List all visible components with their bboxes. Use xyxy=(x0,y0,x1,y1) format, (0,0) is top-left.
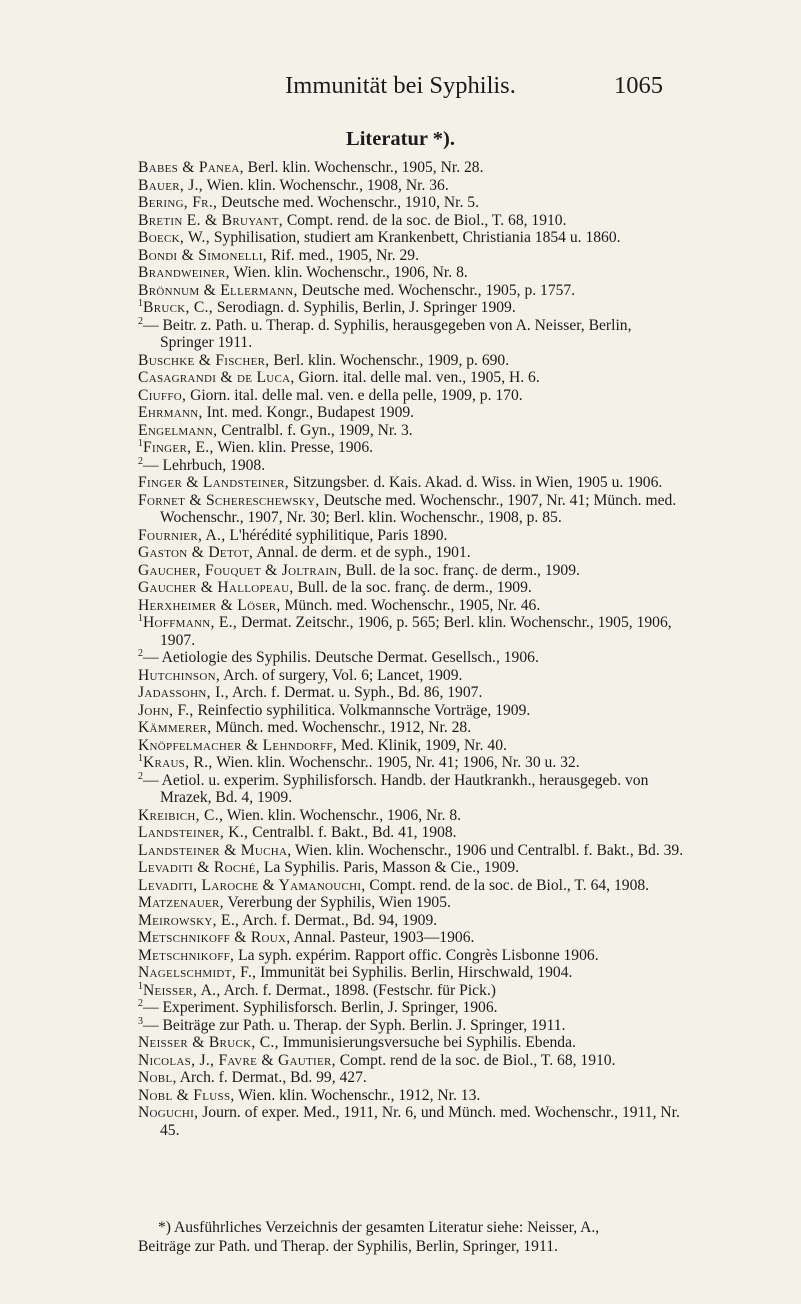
entry-author: Ehrmann, xyxy=(138,404,203,421)
bibliography-entry xyxy=(138,282,688,300)
bibliography-entry xyxy=(138,229,688,247)
entry-citation: Annal. Pasteur, 1903—1906. xyxy=(290,929,475,946)
entry-citation: Deutsche med. Wochenschr., 1905, p. 1757. xyxy=(297,281,576,299)
footnote-line: Beiträge zur Path. und Therap. der Syphilis, Berlin, Springer, 1911. xyxy=(138,1238,558,1255)
entry-reference-number: 2 xyxy=(138,770,143,782)
entry-author: Bering, Fr., xyxy=(138,194,218,211)
entry-citation: Deutsche med. Wochenschr., 1907, Nr. 41; Münch. med. Wochenschr., 1907, Nr. 30; Berl. klin. Wochenschr., 1908, p. 85. xyxy=(160,491,677,526)
bibliography-entry xyxy=(138,772,688,807)
entry-citation: Centralbl. f. Bakt., Bd. 41, 1908. xyxy=(248,824,457,841)
bibliography-entry xyxy=(138,439,688,457)
entry-citation: Bull. de la soc. franç. de derm., 1909. xyxy=(341,561,580,579)
entry-reference-number: 2 xyxy=(138,455,143,467)
bibliography-entry xyxy=(138,737,688,755)
entry-author: Landsteiner & Mucha, xyxy=(138,841,292,859)
entry-reference-number: 2 xyxy=(138,997,143,1009)
entry-reference-number: 1 xyxy=(138,980,143,992)
entry-citation: — Aetiol. u. experim. Syphilisforsch. Handb. der Hautkrankh., herausgegeb. von Mrazek, Bd. 4, 1909. xyxy=(143,771,649,806)
bibliography-entry xyxy=(138,544,688,562)
entry-reference-number: 1 xyxy=(138,612,143,624)
bibliography-entry xyxy=(138,947,688,965)
entry-citation: Berl. klin. Wochenschr., 1905, Nr. 28. xyxy=(243,159,484,176)
bibliography-entry xyxy=(138,1017,688,1035)
bibliography-entry xyxy=(138,247,688,265)
entry-citation: Bull. de la soc. franç. de derm., 1909. xyxy=(293,579,532,596)
entry-author: Jadassohn, I., xyxy=(138,684,229,701)
bibliography-entry xyxy=(138,1034,688,1052)
entry-citation: Annal. de derm. et de syph., 1901. xyxy=(253,544,471,561)
entry-author: Kreibich, C., xyxy=(138,806,224,824)
entry-citation: Wien. klin. Wochenschr., 1906, Nr. 8. xyxy=(229,264,468,281)
entry-author: Bretin E. & Bruyant, xyxy=(138,211,283,229)
entry-author: Bondi & Simonelli, xyxy=(138,246,267,264)
bibliography-entry xyxy=(138,667,688,685)
entry-citation: — Lehrbuch, 1908. xyxy=(143,456,266,474)
entry-author: Casagrandi & de Luca, xyxy=(138,369,295,386)
running-header xyxy=(0,72,801,106)
bibliography-entry xyxy=(138,1069,688,1087)
entry-citation: Med. Klinik, 1909, Nr. 40. xyxy=(337,736,507,754)
entry-citation: Centralbl. f. Gyn., 1909, Nr. 3. xyxy=(217,421,413,439)
bibliography-entry xyxy=(138,964,688,982)
entry-citation: Wien. klin. Wochenschr., 1906 und Centralbl. f. Bakt., Bd. 39. xyxy=(291,841,684,859)
bibliography-entry xyxy=(138,684,688,702)
bibliography-entry xyxy=(138,159,688,177)
entry-citation: Arch. of surgery, Vol. 6; Lancet, 1909. xyxy=(220,666,463,684)
entry-author: Fournier, A., xyxy=(138,526,226,544)
entry-author: Nobl, xyxy=(138,1069,177,1086)
entry-citation: Rif. med., 1905, Nr. 29. xyxy=(266,246,419,264)
entry-citation: — Beitr. z. Path. u. Therap. d. Syphilis, herausgegeben von A. Neisser, Berlin, Springer 1911. xyxy=(143,316,632,351)
bibliography-entry xyxy=(138,194,688,212)
entry-author: Brandweiner, xyxy=(138,264,230,281)
bibliography-entry xyxy=(138,457,688,475)
section-title: Literatur *). xyxy=(346,128,455,150)
bibliography-entry xyxy=(138,912,688,930)
entry-citation: Immunisierungsversuche bei Syphilis. Ebenda. xyxy=(278,1034,576,1051)
bibliography-entry xyxy=(138,824,688,842)
entry-author: Ciuffo, xyxy=(138,386,187,404)
entry-author: Hutchinson, xyxy=(138,666,221,684)
entry-author: Gaucher & Hallopeau, xyxy=(138,579,294,596)
bibliography-entry xyxy=(138,352,688,370)
entry-citation: — Aetiologie des Syphilis. Deutsche Dermat. Gesellsch., 1906. xyxy=(143,649,539,666)
entry-author: Finger & Landsteiner, xyxy=(138,474,289,491)
entry-citation: Arch. f. Dermat., Bd. 94, 1909. xyxy=(239,911,438,929)
entry-author: Nobl & Fluss, xyxy=(138,1086,235,1104)
bibliography-entry xyxy=(138,317,688,352)
bibliography-entry xyxy=(138,562,688,580)
bibliography-entry xyxy=(138,264,688,282)
bibliography-entry xyxy=(138,842,688,860)
entry-citation: Arch. f. Dermat. u. Syph., Bd. 86, 1907. xyxy=(228,684,483,701)
entry-citation: Compt. rend de la soc. de Biol., T. 68, 1910. xyxy=(335,1051,616,1069)
entry-author: Boeck, W., xyxy=(138,229,210,246)
entry-author: Babes & Panea, xyxy=(138,159,244,176)
entry-citation: Wien. klin. Wochenschr., 1908, Nr. 36. xyxy=(203,176,449,194)
bibliography-entry xyxy=(138,369,688,387)
entry-author: Metschnikoff & Roux, xyxy=(138,929,291,946)
entry-author: Neisser & Bruck, C., xyxy=(138,1034,279,1051)
entry-citation: Wien. klin. Presse, 1906. xyxy=(213,439,374,456)
entry-citation: L'hérédité syphilitique, Paris 1890. xyxy=(225,526,448,544)
entry-author: Gaston & Detot, xyxy=(138,544,254,561)
entry-citation: Wien. klin. Wochenschr.. 1905, Nr. 41; 1906, Nr. 30 u. 32. xyxy=(212,754,580,771)
bibliography-entry xyxy=(138,894,688,912)
entry-citation: La Syphilis. Paris, Masson & Cie., 1909. xyxy=(259,859,520,876)
entry-citation: Giorn. ital. delle mal. ven., 1905, H. 6. xyxy=(294,369,540,386)
entry-author: Neisser, A., xyxy=(143,981,221,999)
entry-reference-number: 1 xyxy=(138,297,143,309)
header-title: Immunität bei Syphilis. xyxy=(285,72,516,99)
page-number: 1065 xyxy=(614,72,663,99)
bibliography-entry xyxy=(138,422,688,440)
entry-reference-number: 1 xyxy=(138,752,143,764)
bibliography-entry xyxy=(138,579,688,597)
entry-author: Nicolas, J., Favre & Gautier, xyxy=(138,1051,336,1069)
bibliography-entry xyxy=(138,719,688,737)
entry-citation: Compt. rend. de la soc. de Biol., T. 64, 1908. xyxy=(365,876,650,894)
entry-author: Kraus, R., xyxy=(143,754,213,771)
bibliography-entry xyxy=(138,877,688,895)
bibliography-entry xyxy=(138,177,688,195)
entry-citation: Syphilisation, studiert am Krankenbett, Christiania 1854 u. 1860. xyxy=(209,229,621,246)
entry-reference-number: 1 xyxy=(138,437,143,449)
bibliography-entry xyxy=(138,1104,688,1139)
entry-citation: Wien. klin. Wochenschr., 1906, Nr. 8. xyxy=(223,806,462,824)
entry-author: Levaditi, Laroche & Yamanouchi, xyxy=(138,876,366,894)
bibliography-entry xyxy=(138,754,688,772)
entry-author: Metschnikoff, xyxy=(138,946,235,964)
entry-author: John, F., xyxy=(138,701,194,719)
entry-author: Herxheimer & Löser, xyxy=(138,596,281,614)
bibliography-entry xyxy=(138,1087,688,1105)
entry-citation: — Beiträge zur Path. u. Therap. der Syph. Berlin. J. Springer, 1911. xyxy=(143,1016,566,1034)
bibliography-entry xyxy=(138,702,688,720)
entry-citation: Deutsche med. Wochenschr., 1910, Nr. 5. xyxy=(217,194,479,211)
entry-author: Kämmerer, xyxy=(138,719,212,736)
entry-citation: Compt. rend. de la soc. de Biol., T. 68, 1910. xyxy=(282,211,567,229)
entry-author: Matzenauer, xyxy=(138,894,224,911)
entry-citation: La syph. expérim. Rapport offic. Congrès Lisbonne 1906. xyxy=(234,946,599,964)
entry-citation: Sitzungsber. d. Kais. Akad. d. Wiss. in Wien, 1905 u. 1906. xyxy=(288,474,663,491)
bibliography-entry xyxy=(138,212,688,230)
entry-citation: Münch. med. Wochenschr., 1905, Nr. 46. xyxy=(280,596,541,614)
entry-reference-number: 2 xyxy=(138,647,143,659)
bibliography-entry xyxy=(138,492,688,527)
entry-author: Engelmann, xyxy=(138,421,218,439)
entry-author: Finger, E., xyxy=(143,439,214,456)
entry-author: Hoffmann, E., xyxy=(143,614,238,631)
bibliography-list xyxy=(138,159,688,1139)
entry-author: Levaditi & Roché, xyxy=(138,859,260,876)
footnote-line: *) Ausführliches Verzeichnis der gesamten Literatur siehe: Neisser, A., xyxy=(158,1219,600,1236)
bibliography-entry xyxy=(138,807,688,825)
entry-author: Brönnum & Ellermann, xyxy=(138,281,298,299)
bibliography-entry xyxy=(138,859,688,877)
entry-author: Landsteiner, K., xyxy=(138,824,249,841)
entry-citation: Serodiagn. d. Syphilis, Berlin, J. Springer 1909. xyxy=(212,299,516,316)
entry-citation: Arch. f. Dermat., Bd. 99, 427. xyxy=(176,1069,367,1086)
bibliography-entry xyxy=(138,614,688,649)
entry-author: Nagelschmidt, F., xyxy=(138,964,257,981)
entry-author: Gaucher, Fouquet & Joltrain, xyxy=(138,561,342,579)
entry-citation: — Experiment. Syphilisforsch. Berlin, J. Springer, 1906. xyxy=(143,999,498,1016)
entry-citation: Vererbung der Syphilis, Wien 1905. xyxy=(223,894,451,911)
bibliography-entry xyxy=(138,527,688,545)
entry-author: Noguchi, xyxy=(138,1104,199,1121)
entry-citation: Reinfectio syphilitica. Volkmannsche Vorträge, 1909. xyxy=(193,701,531,719)
entry-author: Buschke & Fischer, xyxy=(138,351,270,369)
entry-citation: Münch. med. Wochenschr., 1912, Nr. 28. xyxy=(211,719,472,736)
entry-author: Bruck, C., xyxy=(143,299,213,316)
bibliography-entry xyxy=(138,474,688,492)
entry-author: Knöpfelmacher & Lehndorff, xyxy=(138,736,338,754)
entry-citation: Dermat. Zeitschr., 1906, p. 565; Berl. klin. Wochenschr., 1905, 1906, 1907. xyxy=(160,614,672,649)
entry-citation: Arch. f. Dermat., 1898. (Festschr. für Pick.) xyxy=(220,981,496,999)
bibliography-entry xyxy=(138,299,688,317)
entry-citation: Giorn. ital. delle mal. ven. e della pelle, 1909, p. 170. xyxy=(186,386,523,404)
bibliography-entry xyxy=(138,597,688,615)
entry-citation: Immunität bei Syphilis. Berlin, Hirschwald, 1904. xyxy=(256,964,573,981)
entry-author: Fornet & Schereschewsky, xyxy=(138,491,320,509)
bibliography-entry xyxy=(138,929,688,947)
bibliography-entry xyxy=(138,649,688,667)
footnote xyxy=(138,1218,693,1256)
entry-reference-number: 2 xyxy=(138,315,143,327)
bibliography-entry xyxy=(138,387,688,405)
bibliography-entry xyxy=(138,982,688,1000)
bibliography-entry xyxy=(138,999,688,1017)
entry-citation: Wien. klin. Wochenschr., 1912, Nr. 13. xyxy=(234,1086,481,1104)
entry-citation: Berl. klin. Wochenschr., 1909, p. 690. xyxy=(269,351,510,369)
bibliography-entry xyxy=(138,404,688,422)
bibliography-entry xyxy=(138,1052,688,1070)
entry-author: Bauer, J., xyxy=(138,176,204,194)
entry-reference-number: 3 xyxy=(138,1015,143,1027)
entry-citation: Int. med. Kongr., Budapest 1909. xyxy=(202,404,415,421)
entry-citation: Journ. of exper. Med., 1911, Nr. 6, und Münch. med. Wochenschr., 1911, Nr. 45. xyxy=(160,1104,680,1139)
entry-author: Meirowsky, E., xyxy=(138,911,240,929)
